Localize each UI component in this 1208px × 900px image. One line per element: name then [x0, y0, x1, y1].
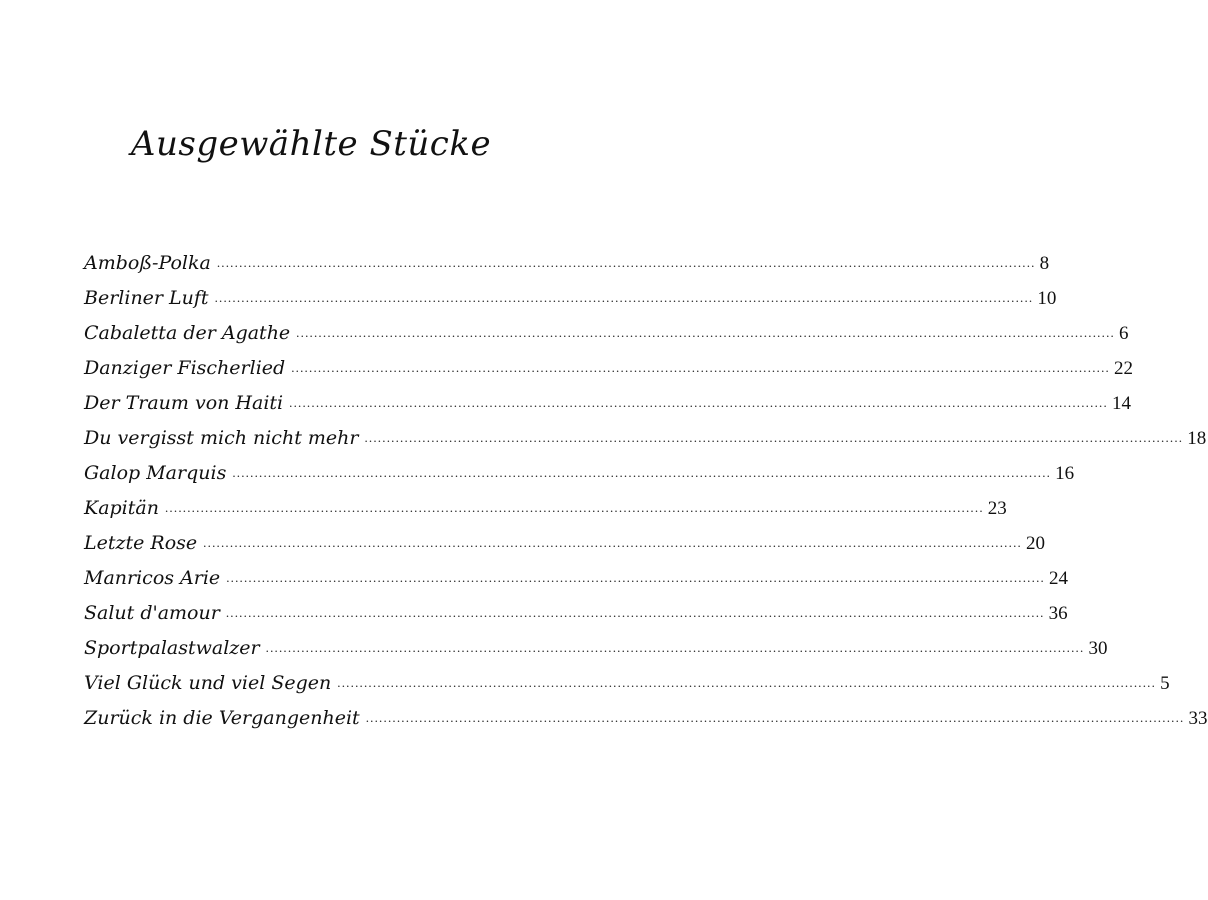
toc-entry-title: Amboß-Polka: [84, 252, 211, 274]
toc-entry-title: Der Traum von Haiti: [84, 392, 284, 414]
toc-entry-page: 24: [1049, 568, 1068, 589]
toc-entry: [84, 386, 1131, 421]
toc-entry: [84, 456, 1075, 491]
toc-entry: [84, 561, 1068, 596]
toc-entry-page: 36: [1048, 603, 1068, 624]
toc-dot-leader: ........................................................................................................................................................................................: [296, 325, 1115, 340]
toc-dot-leader: ........................................................................................................................................................................................: [365, 710, 1185, 725]
toc-entry: [84, 631, 1108, 666]
toc-entry-title: Kapitän: [84, 497, 159, 519]
toc-entry-page: 14: [1111, 393, 1131, 414]
toc-dot-leader: ........................................................................................................................................................................................: [232, 465, 1052, 480]
toc-dot-leader: ........................................................................................................................................................................................: [265, 640, 1085, 655]
toc-dot-leader: ........................................................................................................................................................................................: [364, 430, 1184, 445]
toc-entry-page: 6: [1118, 323, 1129, 344]
toc-entry-title: Danziger Fischerlied: [84, 357, 286, 379]
toc-dot-leader: ........................................................................................................................................................................................: [337, 675, 1157, 690]
toc-entry-title: Galop Marquis: [84, 462, 227, 484]
toc-entry: [84, 596, 1068, 631]
toc-dot-leader: ........................................................................................................................................................................................: [203, 535, 1022, 550]
toc-entry-title: Viel Glück und viel Segen: [84, 672, 332, 694]
toc-entry: [84, 421, 1207, 456]
toc-entry-page: 10: [1037, 288, 1057, 309]
toc-dot-leader: ........................................................................................................................................................................................: [289, 395, 1108, 410]
toc-entry: [84, 246, 1050, 281]
toc-entry-page: 8: [1039, 253, 1050, 274]
toc-dot-leader: ........................................................................................................................................................................................: [291, 360, 1111, 375]
toc-entry-page: 5: [1160, 673, 1170, 694]
toc-entry-page: 16: [1055, 463, 1075, 484]
toc-entry-title: Sportpalastwalzer: [84, 637, 260, 659]
toc-entry: [84, 491, 1007, 526]
toc-entry-title: Cabaletta der Agathe: [84, 322, 291, 344]
toc-entry: [84, 666, 1170, 701]
toc-entry: [84, 351, 1134, 386]
toc-entry-title: Letzte Rose: [84, 532, 198, 554]
toc-entry: [84, 281, 1057, 316]
toc-entry-title: Manricos Arie: [84, 567, 221, 589]
toc-entry-page: 20: [1025, 533, 1045, 554]
toc-dot-leader: ........................................................................................................................................................................................: [164, 500, 984, 515]
toc-entry-page: 30: [1088, 638, 1108, 659]
table-of-contents: [84, 246, 1208, 736]
toc-entry-title: Zurück in die Vergangenheit: [84, 707, 360, 729]
toc-entry-page: 18: [1187, 428, 1207, 449]
toc-entry-page: 22: [1114, 358, 1134, 379]
toc-dot-leader: ........................................................................................................................................................................................: [226, 570, 1045, 585]
toc-entry: [84, 526, 1045, 561]
toc-dot-leader: ........................................................................................................................................................................................: [214, 290, 1034, 305]
toc-entry-title: Berliner Luft: [84, 287, 209, 309]
toc-entry-page: 33: [1188, 708, 1208, 729]
page-title: Ausgewählte Stücke: [130, 124, 492, 164]
toc-entry: [84, 701, 1208, 736]
toc-dot-leader: ........................................................................................................................................................................................: [225, 605, 1045, 620]
toc-entry-page: 23: [987, 498, 1007, 519]
toc-dot-leader: ........................................................................................................................................................................................: [216, 255, 1036, 270]
toc-entry-title: Du vergisst mich nicht mehr: [84, 427, 359, 449]
toc-entry: [84, 316, 1129, 351]
toc-entry-title: Salut d'amour: [84, 602, 220, 624]
